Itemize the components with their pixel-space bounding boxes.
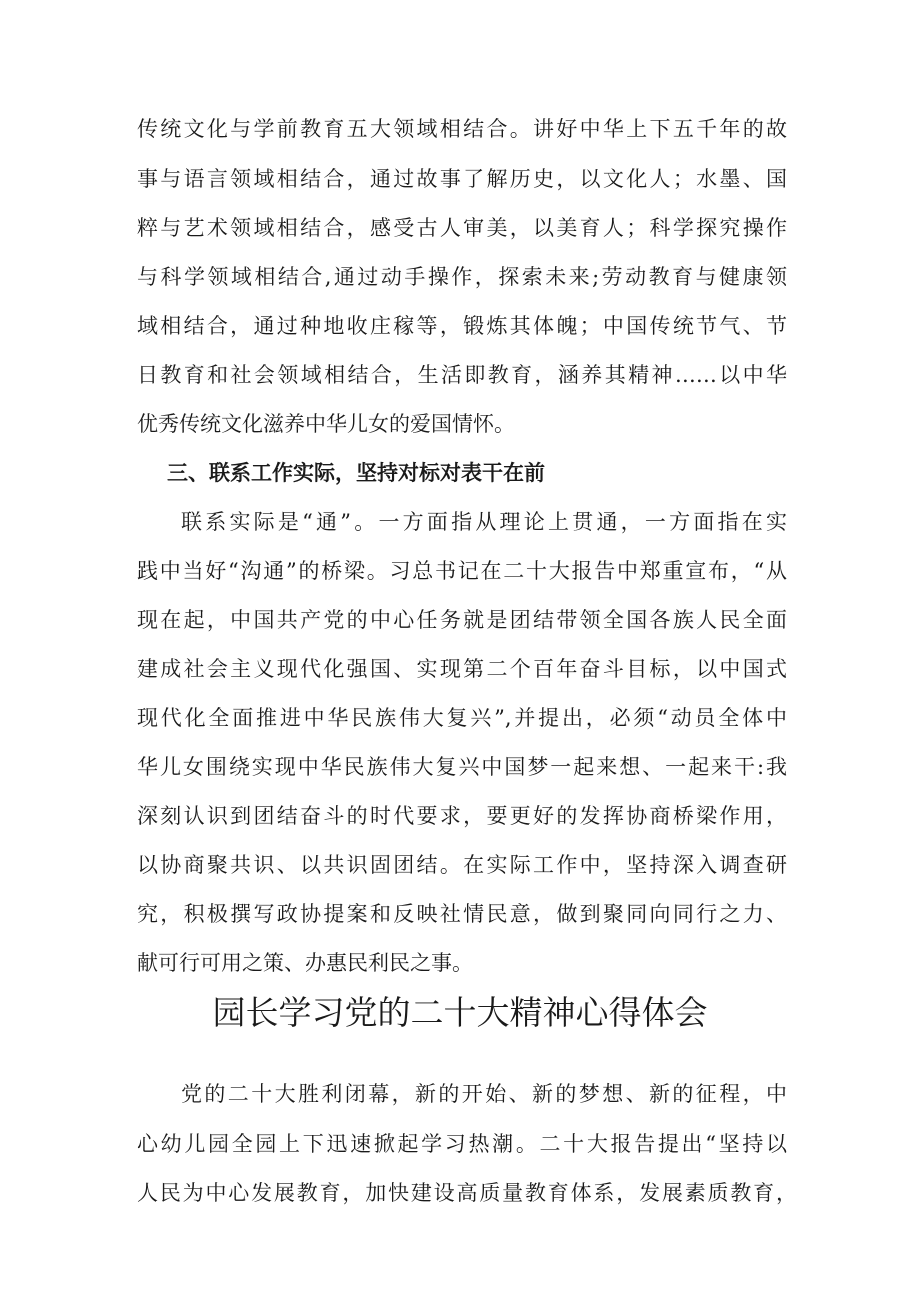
paragraph-line: 深刻认识到团结奋斗的时代要求，要更好的发挥协商桥梁作用，	[137, 804, 787, 828]
paragraph-line: 心幼儿园全园上下迅速掀起学习热潮。二十大报告提出“坚持以	[137, 1132, 787, 1156]
paragraph-line: 建成社会主义现代化强国、实现第二个百年奋斗目标，以中国式	[137, 657, 787, 681]
paragraph-line: 粹与艺术领域相结合，感受古人审美，以美育人；科学探究操作	[137, 216, 787, 240]
paragraph-line: 现在起，中国共产党的中心任务就是团结带领全国各族人民全面	[137, 608, 787, 632]
paragraph-line: 优秀传统文化滋养中华儿女的爱国情怀。	[137, 412, 515, 436]
paragraph-line: 日教育和社会领域相结合，生活即教育，涵养其精神……以中华	[137, 363, 787, 387]
paragraph-line: 联系实际是“通”。一方面指从理论上贯通，一方面指在实	[181, 510, 787, 534]
paragraph-line: 华儿女围绕实现中华民族伟大复兴中国梦一起来想、一起来干:我	[137, 755, 787, 779]
paragraph-line: 党的二十大胜利闭幕，新的开始、新的梦想、新的征程，中	[181, 1082, 787, 1106]
paragraph-line: 域相结合，通过种地收庄稼等，锻炼其体魄；中国传统节气、节	[137, 314, 787, 338]
paragraph-line: 以协商聚共识、以共识固团结。在实际工作中，坚持深入调查研	[137, 853, 787, 877]
article-title: 园长学习党的二十大精神心得体会	[212, 993, 708, 1032]
paragraph-line: 现代化全面推进中华民族伟大复兴”,并提出，必须“动员全体中	[137, 706, 787, 730]
paragraph-line: 事与语言领域相结合，通过故事了解历史，以文化人；水墨、国	[137, 167, 787, 191]
paragraph-line: 传统文化与学前教育五大领域相结合。讲好中华上下五千年的故	[137, 117, 787, 141]
paragraph-line: 践中当好“沟通”的桥梁。习总书记在二十大报告中郑重宣布，“从	[137, 559, 787, 583]
paragraph-line: 人民为中心发展教育，加快建设高质量教育体系，发展素质教育，	[137, 1181, 797, 1205]
paragraph-line: 献可行可用之策、办惠民利民之事。	[137, 951, 473, 975]
section-heading: 三、联系工作实际，坚持对标对表干在前	[167, 461, 545, 485]
paragraph-line: 与科学领域相结合,通过动手操作，探索未来;劳动教育与健康领	[137, 265, 787, 289]
paragraph-line: 究，积极撰写政协提案和反映社情民意，做到聚同向同行之力、	[137, 902, 787, 926]
